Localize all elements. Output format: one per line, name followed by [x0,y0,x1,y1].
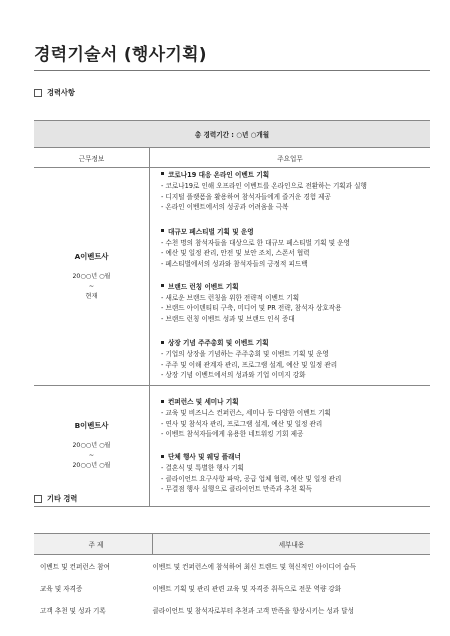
duty-line: - 주주 및 이해 관계자 관리, 프로그램 설계, 예산 및 일정 관리 [161,360,338,369]
duty-line: - 새로운 브랜드 런칭을 위한 전략적 이벤트 기획 [161,293,300,302]
checkbox-icon [34,495,42,503]
duty-block [150,397,430,440]
duty-heading: 상장 기념 주주총회 및 이벤트 기획 [161,338,430,349]
duty-line: - 교육 및 비즈니스 컨퍼런스, 세미나 등 다양한 이벤트 기획 [161,409,331,418]
row-detail: 클라이언트 및 참석자로부터 추천과 고객 만족을 향상시키는 성과 달성 [152,607,354,615]
col-header-detail: 세부내용 [153,534,431,555]
row-detail: 이벤트 및 컨퍼런스에 참석하여 최신 트렌드 및 혁신적인 아이디어 습득 [152,563,357,571]
other-section-title: 기타 경력 [47,494,78,503]
col-header-topic: 주 제 [34,534,153,555]
row-topic: 고객 추천 및 성과 기록 [40,607,106,615]
period-separator: ~ [88,282,95,290]
checkbox-icon [34,89,42,97]
duty-line: - 이벤트 참석자들에게 유용한 네트워킹 기회 제공 [161,430,304,439]
duty-block [150,170,430,213]
bullet-icon [161,341,164,344]
duty-block [150,227,430,270]
period-start: 20○○년 ○월 [72,272,111,280]
duty-line: - 상장 기념 이벤트에서의 성과와 기업 이미지 강화 [161,371,306,380]
career-section-header [34,88,75,98]
row-topic: 교육 및 자격증 [40,585,83,593]
company-row [34,386,430,507]
bullet-icon [161,172,164,175]
company-row [34,168,430,386]
period-start: 20○○년 ○월 [72,442,111,449]
table-row [34,555,430,578]
bullet-icon [161,229,164,232]
duty-line: - 디지털 플랫폼을 활용하여 참석자들에게 즐거운 경험 제공 [161,192,331,201]
period-end: 현재 [85,292,98,300]
title-divider [34,70,430,71]
company-duties [150,168,431,386]
bullet-icon [161,400,164,403]
duty-line: - 브랜드 런칭 이벤트 성과 및 브랜드 인식 증대 [161,314,295,323]
duty-line: - 코로나19로 인해 오프라인 이벤트를 온라인으로 전환하는 기획과 실행 [161,181,367,190]
duty-line: - 결혼식 및 특별한 행사 기획 [161,464,244,472]
company-duties [150,386,431,507]
company-name: A이벤트사 [74,251,109,261]
duty-line: - 무결점 행사 실행으로 클라이언트 만족과 추천 획득 [161,485,312,494]
table-row [34,599,430,621]
duty-line: - 기업의 상장을 기념하는 주주총회 및 이벤트 기획 및 운영 [161,350,329,359]
other-section-header [34,494,77,504]
bullet-icon [161,455,164,458]
duty-heading: 컨퍼런스 및 세미나 기획 [161,397,430,408]
period-separator: ~ [88,452,95,459]
duty-block [150,452,430,495]
career-table [34,120,430,507]
duty-block [150,282,430,325]
duty-heading: 단체 행사 및 웨딩 플래너 [161,452,430,463]
row-topic: 이벤트 및 컨퍼런스 참여 [40,563,110,571]
total-career-period: 총 경력기간 : ○년 ○개월 [34,121,430,148]
other-career-table [34,533,430,621]
duty-line: - 페스티벌에서의 성과와 참석자들의 긍정적 피드백 [161,259,308,268]
bullet-icon [161,284,164,287]
row-detail: 이벤트 기획 및 관리 관련 교육 및 자격증 취득으로 전문 역량 강화 [152,585,342,593]
duty-line: - 수천 명의 참석자들을 대상으로 한 대규모 페스티벌 기획 및 운영 [161,238,350,247]
duty-line: - 클라이언트 요구사항 파악, 공급 업체 협력, 예산 및 일정 관리 [161,474,342,483]
page-title: 경력기술서 (행사기획) [34,45,207,65]
duty-line: - 연사 및 참석자 관리, 프로그램 설계, 예산 및 일정 관리 [161,419,323,428]
duty-heading: 코로나19 대응 온라인 이벤트 기획 [161,170,430,181]
duty-line: - 브랜드 아이덴티티 구축, 미디어 및 PR 전략, 참석자 상호작용 [161,304,342,313]
company-name: B이벤트사 [74,421,109,430]
duty-line: - 예산 및 일정 관리, 안전 및 보안 조치, 스폰서 협력 [161,249,310,258]
company-info [34,168,150,386]
col-header-main-duties: 주요업무 [150,148,431,168]
career-section-title: 경력사항 [47,88,75,97]
company-info [34,386,150,507]
table-row [34,577,430,599]
period-end: 20○○년 ○월 [72,462,111,469]
duty-heading: 브랜드 런칭 이벤트 기획 [161,282,430,293]
duty-block [150,338,430,381]
duty-heading: 대규모 페스티벌 기획 및 운영 [161,227,430,238]
duty-line: - 온라인 이벤트에서의 성공과 어려움을 극복 [161,203,289,212]
col-header-work-info: 근무정보 [34,148,150,168]
